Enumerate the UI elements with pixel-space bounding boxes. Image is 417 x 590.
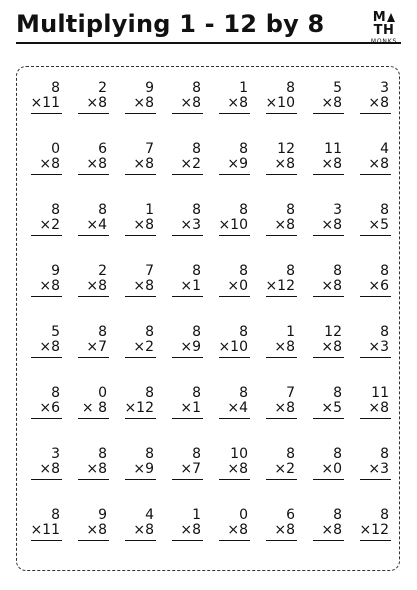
multiplication-problem (208, 446, 255, 507)
answer-line (78, 174, 109, 175)
problem-multiplier: ×3 (368, 339, 389, 355)
multiplication-problem (20, 202, 67, 263)
answer-line (266, 479, 297, 480)
problem-multiplicand: 8 (239, 202, 248, 218)
multiplication-problem (20, 446, 67, 507)
problem-multiplicand: 8 (51, 385, 60, 401)
problem-multiplicand: 9 (98, 507, 107, 523)
problem-multiplicand: 8 (98, 446, 107, 462)
problem-multiplier: ×8 (274, 156, 295, 172)
multiplication-problem (349, 385, 396, 446)
multiplication-problem (114, 263, 161, 324)
answer-line (78, 357, 109, 358)
answer-line (78, 113, 109, 114)
problem-multiplicand: 2 (98, 80, 107, 96)
problem-multiplicand: 8 (192, 263, 201, 279)
multiplication-problem (67, 263, 114, 324)
answer-line (125, 479, 156, 480)
problem-multiplier: ×3 (180, 217, 201, 233)
multiplication-problem (349, 324, 396, 385)
problem-multiplier: ×8 (321, 156, 342, 172)
multiplication-problem (67, 141, 114, 202)
problem-multiplicand: 2 (98, 263, 107, 279)
problem-multiplier: ×8 (368, 156, 389, 172)
answer-line (360, 235, 391, 236)
multiplication-problem (302, 446, 349, 507)
problem-multiplier: ×2 (133, 339, 154, 355)
multiplication-problem (349, 202, 396, 263)
problem-multiplier: ×8 (39, 461, 60, 477)
answer-line (172, 296, 203, 297)
answer-line (125, 296, 156, 297)
answer-line (31, 174, 62, 175)
logo-subtext: MONKS (370, 38, 398, 45)
problem-multiplicand: 12 (277, 141, 295, 157)
multiplication-problem (161, 507, 208, 568)
multiplication-problem (114, 141, 161, 202)
problem-multiplier: ×8 (133, 522, 154, 538)
problem-multiplicand: 8 (333, 507, 342, 523)
multiplication-problem (20, 141, 67, 202)
multiplication-problem (302, 141, 349, 202)
math-monks-logo (364, 11, 404, 45)
multiplication-problem (20, 324, 67, 385)
worksheet-title: Multiplying 1 - 12 by 8 (16, 10, 325, 38)
problem-multiplicand: 8 (286, 80, 295, 96)
problem-multiplier: ×2 (180, 156, 201, 172)
problem-multiplicand: 8 (192, 446, 201, 462)
answer-line (31, 540, 62, 541)
problem-multiplier: ×8 (86, 156, 107, 172)
problem-multiplier: ×1 (180, 278, 201, 294)
multiplication-problem (114, 324, 161, 385)
problem-multiplicand: 4 (380, 141, 389, 157)
problem-multiplier: ×8 (227, 522, 248, 538)
multiplication-problem (20, 263, 67, 324)
logo-triangle-icon (387, 13, 395, 22)
problem-multiplier: ×8 (321, 522, 342, 538)
problem-multiplier: ×8 (86, 278, 107, 294)
problem-multiplicand: 8 (192, 141, 201, 157)
multiplication-problem (20, 507, 67, 568)
problem-multiplier: ×8 (133, 278, 154, 294)
problem-multiplicand: 11 (324, 141, 342, 157)
multiplication-problem (349, 507, 396, 568)
multiplication-problem (208, 263, 255, 324)
multiplication-problem (114, 507, 161, 568)
answer-line (360, 540, 391, 541)
problem-multiplicand: 0 (98, 385, 107, 401)
problem-multiplier: ×8 (180, 95, 201, 111)
multiplication-problem (302, 385, 349, 446)
multiplication-problem (255, 141, 302, 202)
problem-multiplier: ×8 (39, 278, 60, 294)
answer-line (31, 357, 62, 358)
problem-multiplier: ×2 (39, 217, 60, 233)
multiplication-problem (302, 80, 349, 141)
problem-multiplier: ×11 (30, 95, 60, 111)
multiplication-problem (161, 263, 208, 324)
problem-multiplier: ×12 (359, 522, 389, 538)
answer-line (313, 479, 344, 480)
multiplication-problem (114, 80, 161, 141)
answer-line (125, 113, 156, 114)
problem-multiplicand: 3 (51, 446, 60, 462)
answer-line (31, 113, 62, 114)
multiplication-problem (349, 263, 396, 324)
problem-multiplicand: 10 (230, 446, 248, 462)
problem-multiplicand: 9 (51, 263, 60, 279)
multiplication-problem (208, 202, 255, 263)
problem-multiplicand: 8 (286, 202, 295, 218)
multiplication-problem (302, 263, 349, 324)
problem-multiplicand: 8 (286, 446, 295, 462)
answer-line (219, 357, 250, 358)
problem-multiplicand: 8 (51, 80, 60, 96)
multiplication-problem (114, 202, 161, 263)
problem-multiplier: ×8 (274, 217, 295, 233)
multiplication-problem (67, 385, 114, 446)
problem-multiplicand: 0 (239, 507, 248, 523)
answer-line (125, 540, 156, 541)
multiplication-problem (67, 202, 114, 263)
multiplication-problem (208, 141, 255, 202)
problem-multiplier: ×7 (180, 461, 201, 477)
answer-line (313, 540, 344, 541)
problem-multiplicand: 8 (380, 263, 389, 279)
multiplication-problem (255, 385, 302, 446)
problem-multiplier: ×2 (274, 461, 295, 477)
problem-multiplier: ×4 (227, 400, 248, 416)
answer-line (313, 113, 344, 114)
problem-multiplicand: 7 (145, 263, 154, 279)
problem-multiplicand: 5 (333, 80, 342, 96)
answer-line (266, 357, 297, 358)
answer-line (266, 174, 297, 175)
multiplication-problem (20, 80, 67, 141)
answer-line (360, 174, 391, 175)
multiplication-problem (255, 324, 302, 385)
answer-line (360, 113, 391, 114)
problem-multiplicand: 9 (145, 80, 154, 96)
answer-line (266, 235, 297, 236)
problem-multiplicand: 5 (51, 324, 60, 340)
answer-line (31, 296, 62, 297)
problem-multiplicand: 1 (145, 202, 154, 218)
problem-multiplicand: 6 (286, 507, 295, 523)
logo-wordmark: MTH (372, 10, 395, 38)
problem-multiplier: ×10 (218, 339, 248, 355)
multiplication-problem (161, 141, 208, 202)
problem-multiplier: ×8 (39, 156, 60, 172)
title-underline (16, 42, 401, 44)
problem-multiplicand: 8 (98, 202, 107, 218)
problem-multiplier: ×1 (180, 400, 201, 416)
answer-line (360, 296, 391, 297)
answer-line (219, 235, 250, 236)
problem-multiplier: ×8 (368, 400, 389, 416)
multiplication-problem (161, 385, 208, 446)
answer-line (31, 479, 62, 480)
multiplication-problem (302, 507, 349, 568)
multiplication-problem (67, 324, 114, 385)
answer-line (125, 418, 156, 419)
problem-multiplicand: 8 (192, 385, 201, 401)
problem-multiplier: ×8 (180, 522, 201, 538)
answer-line (219, 540, 250, 541)
answer-line (219, 479, 250, 480)
multiplication-problem (20, 385, 67, 446)
problem-multiplicand: 8 (145, 324, 154, 340)
problem-multiplicand: 8 (51, 202, 60, 218)
problem-multiplier: ×8 (133, 217, 154, 233)
answer-line (125, 357, 156, 358)
answer-line (78, 479, 109, 480)
multiplication-problem (349, 80, 396, 141)
problem-multiplier: ×3 (368, 461, 389, 477)
problem-multiplicand: 8 (192, 202, 201, 218)
problem-multiplier: ×5 (368, 217, 389, 233)
multiplication-problem (67, 80, 114, 141)
multiplication-problem (208, 324, 255, 385)
problem-multiplier: ×8 (274, 400, 295, 416)
answer-line (219, 296, 250, 297)
problem-multiplier: ×7 (86, 339, 107, 355)
multiplication-problem (349, 446, 396, 507)
problem-multiplicand: 8 (380, 446, 389, 462)
problem-multiplicand: 6 (98, 141, 107, 157)
multiplication-problem (67, 507, 114, 568)
multiplication-problem (255, 446, 302, 507)
problem-multiplicand: 8 (192, 324, 201, 340)
multiplication-problem (208, 80, 255, 141)
problem-grid (20, 80, 396, 568)
problem-multiplier: ×5 (321, 400, 342, 416)
problem-multiplier: ×0 (227, 278, 248, 294)
problem-multiplier: ×4 (86, 217, 107, 233)
problem-multiplier: ×9 (180, 339, 201, 355)
answer-line (125, 235, 156, 236)
answer-line (266, 296, 297, 297)
multiplication-problem (349, 141, 396, 202)
problem-multiplicand: 8 (239, 324, 248, 340)
problem-multiplier: ×10 (218, 217, 248, 233)
multiplication-problem (161, 324, 208, 385)
problem-multiplicand: 3 (333, 202, 342, 218)
problem-multiplicand: 7 (145, 141, 154, 157)
problem-multiplier: ×8 (321, 339, 342, 355)
problem-multiplier: ×8 (321, 217, 342, 233)
problem-multiplicand: 8 (333, 385, 342, 401)
answer-line (360, 418, 391, 419)
problem-multiplier: ×6 (368, 278, 389, 294)
answer-line (78, 418, 109, 419)
problem-multiplicand: 11 (371, 385, 389, 401)
multiplication-problem (114, 446, 161, 507)
problem-multiplier: ×8 (133, 156, 154, 172)
problem-multiplicand: 8 (333, 446, 342, 462)
problem-multiplicand: 8 (286, 263, 295, 279)
problem-multiplicand: 8 (380, 324, 389, 340)
multiplication-problem (114, 385, 161, 446)
problem-multiplier: ×9 (227, 156, 248, 172)
problem-multiplicand: 8 (192, 80, 201, 96)
answer-line (172, 113, 203, 114)
multiplication-problem (255, 263, 302, 324)
multiplication-problem (255, 80, 302, 141)
multiplication-problem (161, 202, 208, 263)
answer-line (313, 357, 344, 358)
answer-line (313, 235, 344, 236)
problem-multiplicand: 4 (145, 507, 154, 523)
problem-multiplier: ×8 (86, 95, 107, 111)
problem-multiplicand: 1 (286, 324, 295, 340)
problem-multiplier: ×12 (124, 400, 154, 416)
answer-line (313, 174, 344, 175)
answer-line (219, 113, 250, 114)
problem-multiplicand: 8 (98, 324, 107, 340)
answer-line (172, 357, 203, 358)
problem-multiplicand: 1 (192, 507, 201, 523)
problem-multiplicand: 8 (333, 263, 342, 279)
multiplication-problem (161, 80, 208, 141)
problem-multiplier: ×8 (227, 461, 248, 477)
answer-line (172, 540, 203, 541)
problem-multiplicand: 0 (51, 141, 60, 157)
answer-line (172, 235, 203, 236)
problem-multiplicand: 8 (145, 446, 154, 462)
problem-multiplier: ×11 (30, 522, 60, 538)
answer-line (360, 357, 391, 358)
problem-multiplier: ×8 (368, 95, 389, 111)
multiplication-problem (161, 446, 208, 507)
problem-multiplier: ×8 (133, 95, 154, 111)
problem-multiplier: ×8 (86, 461, 107, 477)
answer-line (266, 113, 297, 114)
problem-multiplicand: 8 (51, 507, 60, 523)
problem-multiplier: ×8 (274, 339, 295, 355)
answer-line (219, 418, 250, 419)
answer-line (78, 296, 109, 297)
answer-line (31, 418, 62, 419)
problem-multiplier: ×8 (227, 95, 248, 111)
problem-multiplicand: 1 (239, 80, 248, 96)
problem-multiplier: ×10 (265, 95, 295, 111)
problem-multiplier: × 8 (81, 400, 107, 416)
multiplication-problem (255, 202, 302, 263)
problem-multiplier: ×0 (321, 461, 342, 477)
answer-line (172, 174, 203, 175)
answer-line (313, 418, 344, 419)
answer-line (313, 296, 344, 297)
multiplication-problem (255, 507, 302, 568)
answer-line (172, 418, 203, 419)
answer-line (125, 174, 156, 175)
multiplication-problem (302, 202, 349, 263)
problem-multiplier: ×8 (321, 278, 342, 294)
answer-line (172, 479, 203, 480)
problem-multiplier: ×8 (274, 522, 295, 538)
problem-multiplicand: 3 (380, 80, 389, 96)
problem-multiplicand: 8 (239, 385, 248, 401)
problem-multiplicand: 8 (145, 385, 154, 401)
problem-multiplier: ×9 (133, 461, 154, 477)
answer-line (266, 540, 297, 541)
multiplication-problem (208, 507, 255, 568)
problem-multiplicand: 8 (380, 202, 389, 218)
multiplication-problem (208, 385, 255, 446)
problem-multiplier: ×8 (39, 339, 60, 355)
problem-multiplicand: 7 (286, 385, 295, 401)
answer-line (360, 479, 391, 480)
answer-line (219, 174, 250, 175)
multiplication-problem (302, 324, 349, 385)
problem-multiplier: ×8 (86, 522, 107, 538)
problem-multiplicand: 8 (380, 507, 389, 523)
answer-line (78, 540, 109, 541)
answer-line (78, 235, 109, 236)
problem-multiplier: ×8 (321, 95, 342, 111)
problem-multiplicand: 12 (324, 324, 342, 340)
problem-multiplier: ×6 (39, 400, 60, 416)
answer-line (266, 418, 297, 419)
problem-multiplier: ×12 (265, 278, 295, 294)
answer-line (31, 235, 62, 236)
multiplication-problem (67, 446, 114, 507)
problem-multiplicand: 8 (239, 263, 248, 279)
problem-multiplicand: 8 (239, 141, 248, 157)
